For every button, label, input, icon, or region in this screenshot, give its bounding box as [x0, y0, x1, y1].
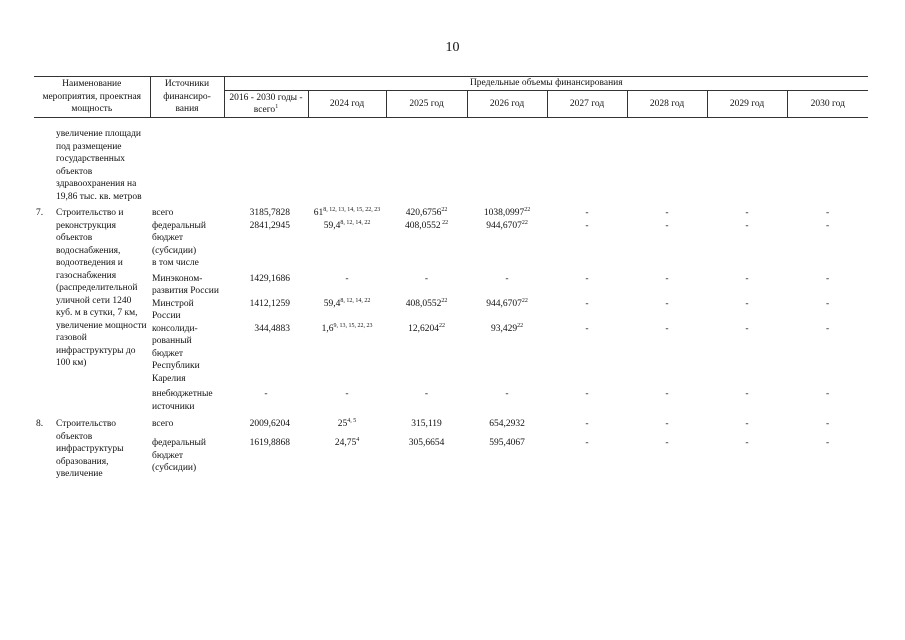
y2026-cell: 944,6707$^{22}$: [486, 297, 528, 309]
y2029-cell: -: [745, 438, 749, 449]
continuation-text: увеличение площади под размещение государственных объектов здравоохранения на 19,86 тыс. кв. метров: [56, 129, 142, 202]
total-cell: 1619,8868: [249, 438, 290, 449]
y2025-cell: 315,119: [411, 419, 442, 429]
y2029-cell: -: [745, 323, 749, 334]
y2030-cell: -: [825, 438, 830, 449]
table-row: [34, 323, 868, 389]
header-year-2028: 2028 год: [627, 91, 707, 118]
item-8-description: Строительство объектов инфраструктуры образования, увеличение: [56, 419, 124, 479]
total-cell: 1429,1686: [249, 273, 290, 284]
y2027-cell: -: [585, 438, 589, 449]
header-year-2029: 2029 год: [707, 91, 787, 118]
item-8-number: 8.: [36, 419, 44, 429]
y2030-cell: -: [825, 273, 830, 284]
source-cell: в том числе: [152, 258, 199, 268]
source-cell: федеральный бюджет (субсидии): [152, 220, 206, 256]
source-cell: федеральный бюджет (субсидии): [152, 438, 206, 474]
y2026-cell: 944,6707$^{22}$: [486, 219, 528, 231]
table-row: [34, 207, 868, 220]
item-8-name: [34, 418, 150, 481]
item-7-name: [34, 207, 150, 418]
y2028-cell: -: [665, 220, 669, 231]
total-cell: 1412,1259: [249, 298, 290, 309]
y2026-cell: 595,4067: [489, 438, 525, 449]
y2024-cell: -: [345, 273, 349, 284]
y2024-cell: -: [345, 389, 349, 399]
y2024-cell: 59,4$^{8, 12, 14, 22}$: [323, 219, 371, 231]
y2025-cell: 408,0552 $^{22}$: [404, 219, 449, 231]
y2025-cell: 408,0552$^{22}$: [405, 297, 448, 309]
source-cell: консолиди-рованный бюджет Республики Карелия: [152, 323, 200, 384]
y2026-cell: -: [505, 389, 509, 399]
total-cell: 344,4883: [254, 323, 290, 334]
y2029-cell: -: [745, 389, 749, 399]
y2026-cell: -: [505, 273, 509, 284]
y2026-cell: 1038,0997$^{22}$: [483, 207, 531, 218]
y2024-cell: 61$^{8, 12, 13, 14, 15, 22, 23}$: [313, 207, 381, 218]
header-year-2026: 2026 год: [467, 91, 547, 118]
y2024-cell: 59,4$^{8, 12, 14, 22}$: [323, 297, 371, 309]
item-7-description: Строительство и реконструкция объектов водоснабжения, водоотведения и газоснабжения (распределительной уличной сети 1240 куб. м в сутки, 7 км, увеличение мощности газовой инфраструктуры до 100 км): [56, 208, 147, 368]
table-row: [34, 128, 868, 207]
y2028-cell: -: [665, 208, 669, 218]
y2028-cell: -: [665, 323, 669, 334]
y2025-cell: 12,6204$^{22}$: [408, 322, 445, 334]
page-number: 10: [445, 40, 460, 55]
source-cell: внебюджетные источники: [152, 389, 213, 412]
table-row: [34, 298, 868, 323]
y2026-cell: 654,2932: [489, 419, 525, 429]
y2024-cell: 25$^{4, 5}$: [337, 418, 357, 429]
total-cell: -: [264, 389, 268, 399]
header-name-col: Наименование мероприятия, проектная мощность: [34, 77, 150, 118]
y2030-cell: -: [825, 389, 830, 399]
y2029-cell: -: [745, 208, 749, 218]
total-cell: 2009,6204: [249, 419, 290, 429]
source-cell: всего: [152, 208, 174, 218]
y2025-cell: -: [424, 389, 429, 399]
y2028-cell: -: [665, 389, 669, 399]
header-year-2024: 2024 год: [308, 91, 386, 118]
y2029-cell: -: [745, 298, 749, 309]
y2030-cell: -: [825, 419, 830, 429]
source-cell: всего: [152, 419, 174, 429]
table-row: [34, 418, 868, 437]
y2024-cell: 1,6$^{9, 13, 15, 22, 23}$: [321, 322, 373, 334]
y2028-cell: -: [665, 273, 669, 284]
y2030-cell: -: [825, 298, 830, 309]
y2029-cell: -: [745, 273, 749, 284]
header-year-2027: 2027 год: [547, 91, 627, 118]
y2029-cell: -: [745, 220, 749, 231]
source-cell: Минэконом-развития России: [152, 273, 219, 296]
y2027-cell: -: [585, 273, 589, 284]
y2025-cell: 420,6756$^{22}$: [405, 207, 448, 218]
header-funding-title: Предельные объемы финансирования: [224, 77, 868, 91]
table-row: [34, 257, 868, 273]
header-year-2025: 2025 год: [386, 91, 467, 118]
y2027-cell: -: [585, 208, 589, 218]
y2025-cell: -: [424, 273, 429, 284]
y2030-cell: -: [825, 220, 830, 231]
y2027-cell: -: [585, 298, 589, 309]
item-7-number: 7.: [36, 208, 44, 218]
y2028-cell: -: [665, 298, 669, 309]
table-row: [34, 273, 868, 298]
y2026-cell: 93,429$^{22}$: [490, 322, 524, 334]
y2028-cell: -: [665, 419, 669, 429]
y2030-cell: -: [825, 323, 830, 334]
header-source-col: Источники финансиро-вания: [150, 77, 224, 118]
funding-table: [34, 76, 868, 481]
table-row: [34, 220, 868, 258]
table-row: [34, 388, 868, 418]
y2024-cell: 24,75$^4$: [334, 437, 360, 449]
source-cell: Минстрой России: [152, 298, 194, 321]
header-year-2030: 2030 год: [787, 91, 868, 118]
y2028-cell: -: [665, 438, 669, 449]
total-cell: 2841,2945: [249, 220, 290, 231]
total-cell: 3185,7828: [249, 208, 290, 218]
y2027-cell: -: [585, 419, 589, 429]
y2030-cell: -: [825, 208, 830, 218]
y2029-cell: -: [745, 419, 749, 429]
y2025-cell: 305,6654: [408, 438, 445, 449]
table-row: [34, 437, 868, 480]
y2027-cell: -: [585, 389, 589, 399]
y2027-cell: -: [585, 323, 589, 334]
header-total: 2016 - 2030 годы - всего$^1$: [224, 91, 308, 118]
y2027-cell: -: [585, 220, 589, 231]
